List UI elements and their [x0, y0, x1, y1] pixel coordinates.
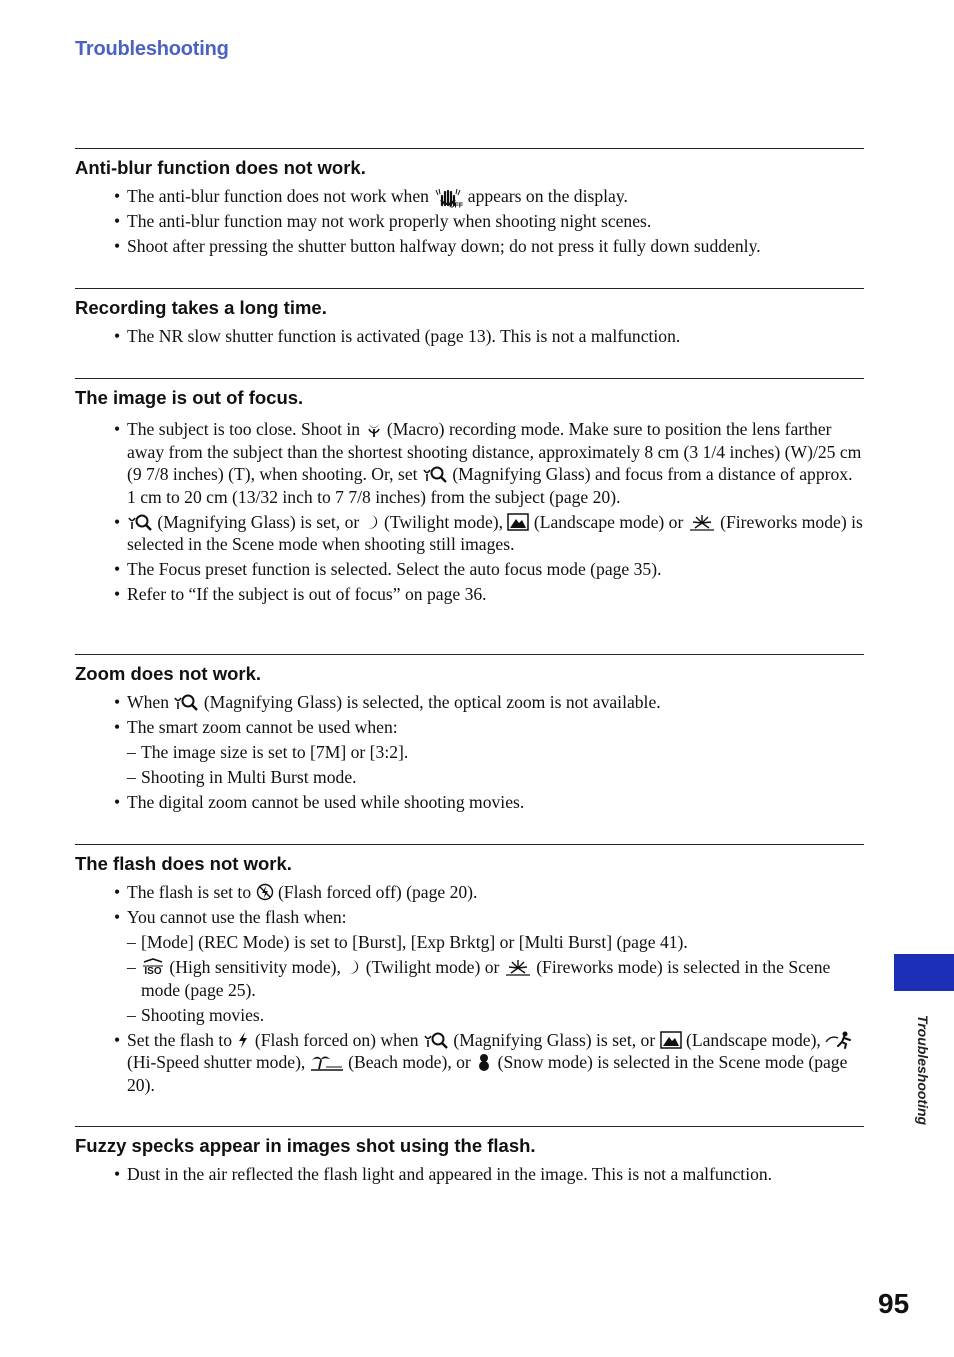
- chapter-tab: [894, 954, 954, 991]
- svg-text:OFF: OFF: [449, 202, 464, 208]
- list-item: • The NR slow shutter function is activated (page 13). This is not a malfunction.: [114, 326, 681, 346]
- section-heading: The flash does not work.: [75, 853, 292, 874]
- section-zoom: [75, 654, 864, 816]
- list-item: • The digital zoom cannot be used while shooting movies.: [114, 791, 525, 812]
- flash-off-icon: [256, 883, 274, 901]
- list-subitem: – [Mode] (REC Mode) is set to [Burst], [Exp Brktg] or [Multi Burst] (page 41).: [127, 931, 688, 952]
- list-subitem: – The image size is set to [7M] or [3:2].: [127, 741, 409, 762]
- list-item: • You cannot use the flash when:: [114, 906, 347, 927]
- section-heading: Zoom does not work.: [75, 663, 262, 684]
- list-item: • Set the flash to (Flash forced on) when (Magnifying Glass) is set, or (Landscape mode), (Hi-Speed shutter mode), (Beach mode), or (Snow mode) is selected in the Scene mode (page 20).: [75, 1029, 864, 1097]
- snow-icon: [475, 1053, 493, 1071]
- list-item: • The anti-blur function does not work when OFF appears on the display.: [114, 186, 628, 208]
- magnifying-glass-icon: [422, 465, 448, 483]
- list-item: • The Focus preset function is selected. Select the auto focus mode (page 35).: [114, 559, 662, 580]
- flash-on-icon: [236, 1031, 250, 1049]
- list-subitem: – Shooting in Multi Burst mode.: [127, 766, 357, 787]
- list-subitem: – Shooting movies.: [127, 1004, 265, 1025]
- chapter-tab-label: Troubleshooting: [915, 1014, 931, 1126]
- anti-blur-off-icon: [433, 186, 463, 208]
- section-heading: Recording takes a long time.: [75, 297, 327, 318]
- section-heading: Fuzzy specks appear in images shot using the flash.: [75, 1135, 536, 1156]
- section-heading: The image is out of focus.: [75, 387, 304, 408]
- magnifying-glass-icon: [127, 513, 153, 531]
- list-item: • The flash is set to (Flash forced off) (page 20).: [114, 882, 478, 902]
- page-number: 95: [878, 1288, 910, 1319]
- svg-text:ISO: ISO: [144, 965, 162, 976]
- section-recording-long: [75, 288, 864, 350]
- section-anti-blur: [75, 148, 864, 260]
- list-item: • (Magnifying Glass) is set, or (Twilight mode), (Landscape mode) or (Fireworks mode) is selected in the Scene mode when shooting still images.: [114, 511, 863, 555]
- landscape-icon: [507, 513, 529, 531]
- hi-speed-shutter-icon: [825, 1031, 855, 1049]
- twilight-icon: [364, 513, 380, 531]
- beach-icon: [310, 1053, 344, 1071]
- magnifying-glass-icon: [423, 1031, 449, 1049]
- section-flash: [75, 844, 864, 1099]
- section-out-of-focus: [75, 378, 864, 608]
- running-header-title: Troubleshooting: [75, 38, 229, 60]
- high-sensitivity-iso-icon: [141, 958, 165, 976]
- fireworks-icon: [688, 513, 716, 531]
- twilight-icon: [345, 958, 361, 976]
- landscape-icon: [660, 1031, 682, 1049]
- list-item: • The smart zoom cannot be used when:: [114, 716, 398, 737]
- list-subitem: – ISO (High sensitivity mode), (Twilight mode) or (Fireworks mode) is selected in the Scene mode (page 25).: [127, 956, 831, 1000]
- magnifying-glass-icon: [173, 693, 199, 711]
- section-fuzzy-specks: [75, 1126, 864, 1188]
- list-item: • Shoot after pressing the shutter button halfway down; do not press it fully down suddenly.: [114, 236, 761, 257]
- fireworks-icon: [504, 958, 532, 976]
- section-heading: Anti-blur function does not work.: [75, 157, 366, 178]
- macro-icon: [365, 420, 383, 438]
- list-item: • The subject is too close. Shoot in (Macro) recording mode. Make sure to position the lens farther away from the subject than the shortest shooting distance, approximately 8 cm (3 1/4 inches) (W)/25 cm (9 7/8 inches) (T), when shooting. Or, set (Magnifying Glass) and focus from a distance of approx. 1 cm to 20 cm (13/32 inch to 7 7/8 inches) from the subject (page 20).: [114, 419, 862, 507]
- list-item: • Dust in the air reflected the flash light and appeared in the image. This is not a malfunction.: [114, 1164, 773, 1184]
- list-item: • Refer to “If the subject is out of focus” on page 36.: [114, 584, 487, 605]
- list-item: • The anti-blur function may not work properly when shooting night scenes.: [114, 211, 652, 232]
- list-item: • When (Magnifying Glass) is selected, the optical zoom is not available.: [114, 692, 661, 712]
